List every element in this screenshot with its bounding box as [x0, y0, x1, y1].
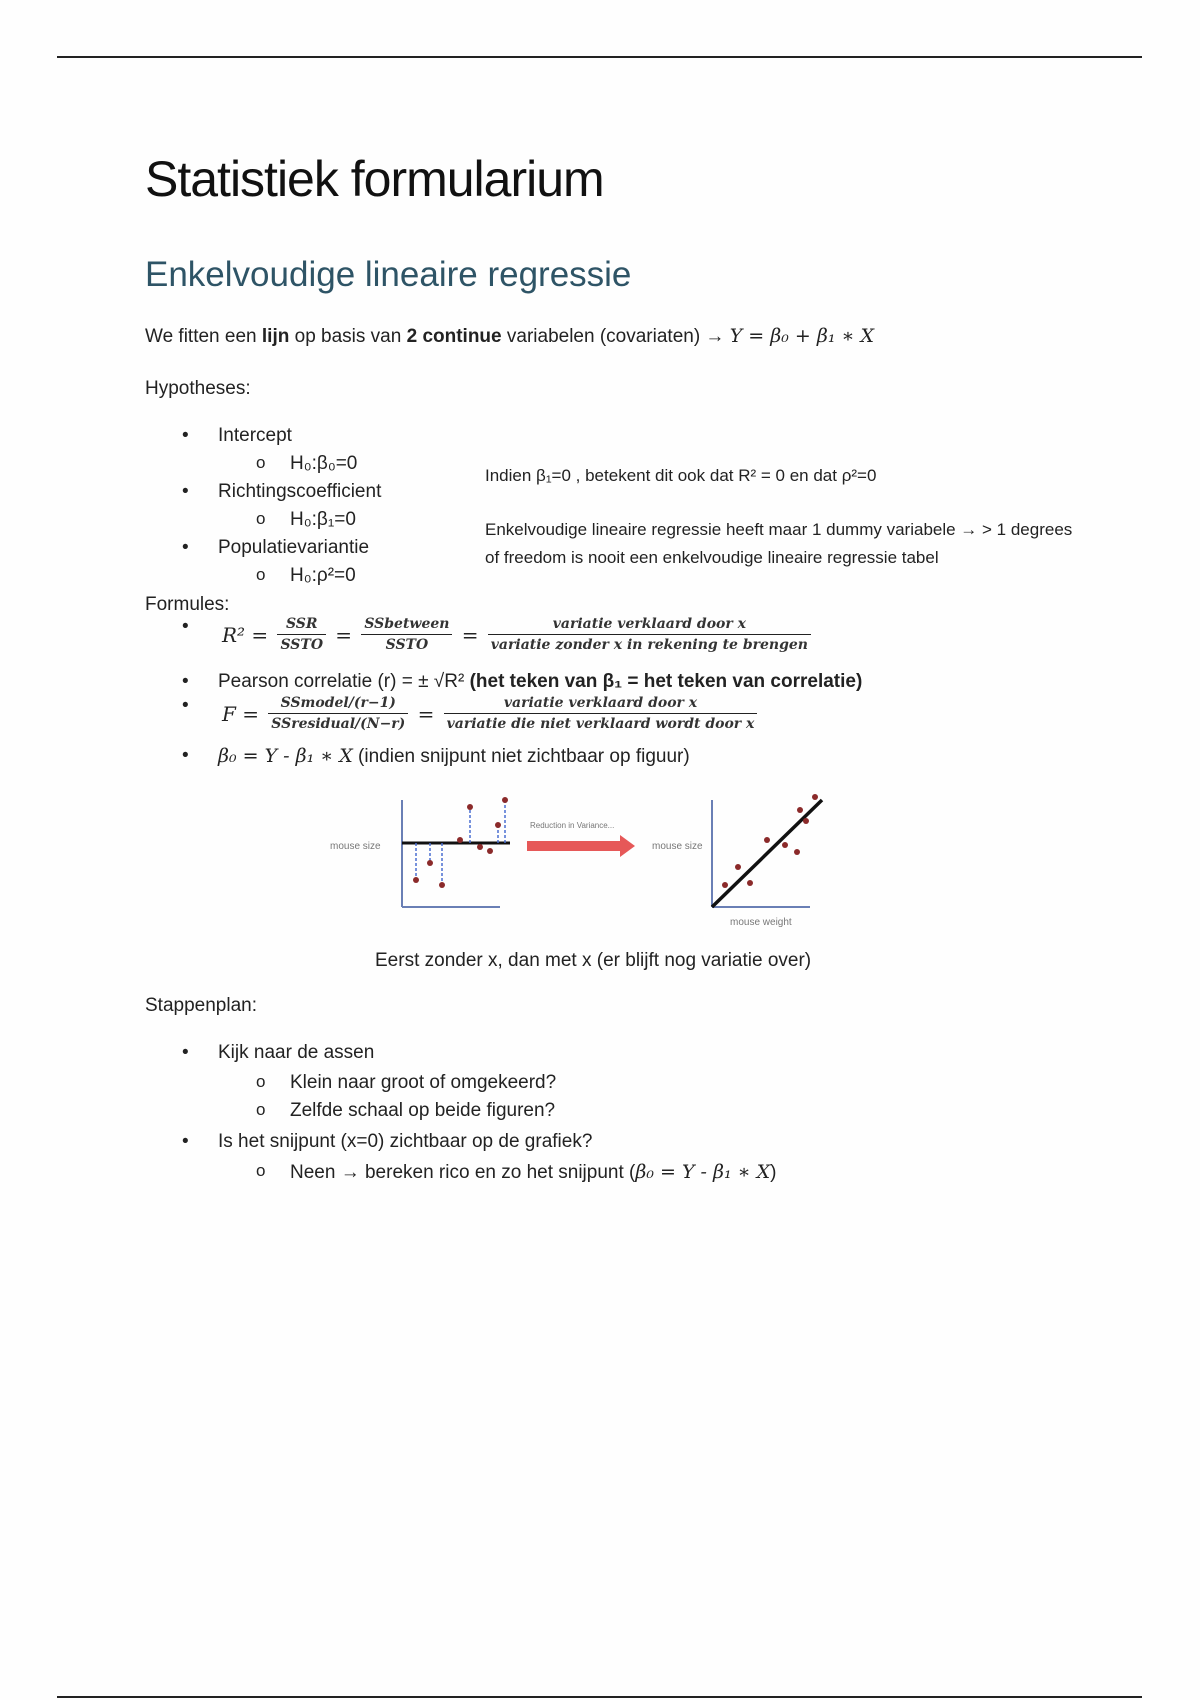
intro-formula: Y = β₀ + β₁ ∗ X	[729, 325, 874, 347]
step-axes: • Kijk naar de assen	[218, 1042, 374, 1064]
right-ylabel: mouse size	[652, 841, 703, 852]
formula-r2: • R² = $\frac{\text{SSR}}{\text{SSTO}}$ = $\frac{\text{SSbetween}}{\text{SSTO}}$ = $\frac{\text{variatie verklaard door x}}{\text{variatie zonder x in rekening te brengen}}$	[218, 616, 811, 653]
intro-bold-lijn: lijn	[261, 326, 290, 347]
hypothesis-intercept-h0: o H₀:β₀=0	[290, 453, 357, 475]
intro-sentence	[145, 325, 874, 348]
intro-bold-continue: 2 continue	[406, 326, 502, 347]
pearson-sign-note: (het teken van β₁ = het teken van correlatie)	[469, 671, 863, 692]
ssr-numerator: SSR	[277, 616, 326, 635]
hypotheses-heading: Hypotheses:	[145, 378, 251, 399]
formula-beta0	[218, 745, 690, 768]
ssbetween-numerator: SSbetween	[361, 616, 452, 635]
formula-f: • F = $\frac{\text{SSmodel/(r−1)}}{\text{SSresidual/(N−r)}}$ = $\frac{\text{variatie verklaard door x}}{\text{variatie die niet verklaard wordt door x}}$	[218, 695, 757, 732]
f-variatie-numerator: variatie verklaard door x	[444, 695, 758, 714]
compute-close: )	[770, 1162, 777, 1183]
regression-figure	[330, 785, 850, 935]
beta0-formula: β₀ = Y - β₁ ∗ X	[218, 745, 353, 767]
step-intercept-compute	[290, 1161, 776, 1184]
r2-lhs: R² =	[222, 622, 269, 647]
hypothesis-slope: • Richtingscoefficient	[218, 481, 381, 503]
ssmodel-numerator: SSmodel/(r−1)	[268, 695, 408, 714]
step-intercept: • Is het snijpunt (x=0) zichtbaar op de grafiek?	[218, 1131, 592, 1153]
right-xlabel: mouse weight	[730, 917, 792, 928]
step-axes-scale: o Zelfde schaal op beide figuren?	[290, 1100, 555, 1122]
formula-pearson	[218, 671, 862, 693]
note-beta-zero: Indien β₁=0 , betekent dit ook dat R² = 0 en dat ρ²=0	[485, 466, 877, 485]
intro-text-1: We fitten een	[145, 326, 262, 347]
beta0-note: (indien snijpunt niet zichtbaar op figuur)	[352, 746, 690, 767]
f-lhs: F =	[222, 701, 259, 726]
compute-formula: β₀ = Y - β₁ ∗ X	[635, 1161, 771, 1183]
top-rule	[57, 56, 1142, 58]
f-variatie-denominator: variatie die niet verklaard wordt door x	[446, 716, 755, 732]
hypothesis-intercept: • Intercept	[218, 425, 292, 447]
step-axes-order: o Klein naar groot of omgekeerd?	[290, 1072, 556, 1094]
fraction-ssmodel	[268, 695, 408, 732]
formules-heading: Formules:	[145, 594, 230, 615]
fraction-variatie	[488, 616, 811, 653]
variatie-numerator: variatie verklaard door x	[488, 616, 811, 635]
ssto-denominator-2: SSTO	[385, 637, 429, 653]
fraction-f-variatie	[444, 695, 758, 732]
hypothesis-slope-h0: o H₀:β₁=0	[290, 509, 356, 531]
right-points	[722, 794, 818, 888]
ssto-denominator: SSTO	[280, 637, 324, 653]
pearson-text: Pearson correlatie (r) = ± √R²	[218, 671, 470, 692]
section-title: Enkelvoudige lineaire regressie	[145, 255, 632, 294]
hypothesis-variance: • Populatievariantie	[218, 537, 369, 559]
fraction-ssbetween-ssto	[361, 616, 452, 653]
reduction-arrow	[527, 835, 635, 857]
page-title: Statistiek formularium	[145, 151, 604, 207]
stappenplan-heading: Stappenplan:	[145, 995, 257, 1016]
regression-line	[712, 800, 822, 907]
figure-caption: Eerst zonder x, dan met x (er blijft nog variatie over)	[375, 950, 812, 971]
note-dummy-line1: Enkelvoudige lineaire regressie heeft maar 1 dummy variabele → > 1 degrees	[485, 520, 1073, 539]
note-dummy-line2: of freedom is nooit een enkelvoudige lineaire regressie tabel	[485, 548, 939, 567]
compute-text: Neen → bereken rico en zo het snijpunt (	[290, 1162, 636, 1183]
intro-text-3: variabelen (covariaten) →	[501, 326, 730, 347]
hypothesis-variance-h0: o H₀:ρ²=0	[290, 565, 356, 587]
arrow-label: Reduction in Variance...	[530, 821, 615, 830]
fraction-ssr-ssto	[277, 616, 326, 653]
intro-text-2: op basis van	[289, 326, 407, 347]
bottom-rule	[57, 1696, 1142, 1698]
variatie-denominator: variatie zonder x in rekening te brengen	[490, 637, 808, 653]
ssresidual-denominator: SSresidual/(N−r)	[271, 716, 406, 732]
left-ylabel: mouse size	[330, 841, 381, 852]
